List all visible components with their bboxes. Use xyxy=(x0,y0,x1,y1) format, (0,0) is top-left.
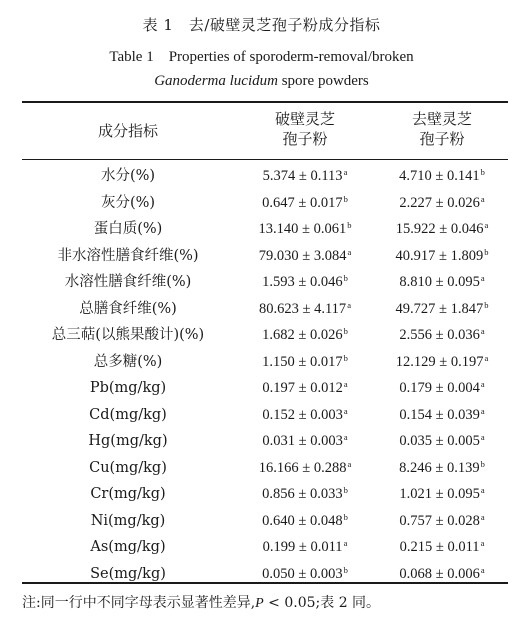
indicator-name: Cu(mg/kg) xyxy=(89,459,167,476)
indicator-name: Pb(mg/kg) xyxy=(89,380,167,396)
removal-powder-significance: a xyxy=(480,326,485,336)
removal-powder-value: 0.215 ± 0.011 xyxy=(399,539,480,555)
broken-powder-value-cell xyxy=(234,428,376,455)
broken-powder-value-cell xyxy=(234,349,376,376)
broken-powder-value-cell xyxy=(234,190,376,217)
removal-powder-value-cell xyxy=(376,216,508,243)
broken-powder-significance: b xyxy=(343,273,348,283)
removal-powder-value-cell xyxy=(376,508,508,535)
header-indicator-label: 成分指标 xyxy=(97,121,158,140)
indicator-name: As(mg/kg) xyxy=(90,539,166,555)
broken-powder-significance: b xyxy=(343,326,348,336)
header-broken-line2: 孢子粉 xyxy=(282,130,328,148)
removal-powder-significance: b xyxy=(480,167,485,177)
broken-powder-value-cell xyxy=(234,216,376,243)
removal-powder-value: 15.922 ± 0.046 xyxy=(395,221,484,237)
broken-powder-value: 1.150 ± 0.017 xyxy=(262,353,343,370)
broken-powder-value-cell xyxy=(234,243,376,270)
broken-powder-value: 80.623 ± 4.117 xyxy=(259,300,347,317)
indicator-name: Se(mg/kg) xyxy=(90,565,166,582)
indicator-name: Cr(mg/kg) xyxy=(90,486,166,502)
table-row xyxy=(22,428,508,455)
removal-powder-significance: a xyxy=(480,564,485,575)
removal-powder-value: 8.246 ± 0.139 xyxy=(399,459,480,476)
removal-powder-value: 49.727 ± 1.847 xyxy=(395,300,484,317)
broken-powder-value: 79.030 ± 3.084 xyxy=(258,247,347,264)
removal-powder-significance: a xyxy=(480,538,485,548)
table-row xyxy=(22,402,508,429)
removal-powder-value-cell xyxy=(376,349,508,376)
table-title-cn: 表 1 去/破壁灵芝孢子粉成分指标 xyxy=(142,16,381,34)
table-row xyxy=(22,481,508,508)
broken-powder-significance: a xyxy=(347,299,351,310)
table-row xyxy=(22,163,508,190)
broken-powder-value: 0.199 ± 0.011 xyxy=(262,539,343,555)
header-indicator xyxy=(22,102,234,159)
broken-powder-significance: b xyxy=(343,193,348,204)
indicator-name: 总多糖(%) xyxy=(93,353,163,370)
removal-powder-value-cell xyxy=(376,322,508,349)
broken-powder-value-cell xyxy=(234,402,376,429)
removal-powder-significance: a xyxy=(480,379,485,389)
removal-powder-significance: b xyxy=(480,458,485,469)
header-removal-powder xyxy=(376,102,508,159)
indicator-name: 蛋白质(%) xyxy=(93,221,163,237)
removal-powder-value-cell xyxy=(376,428,508,455)
indicator-name: 总三萜(以熊果酸计)(%) xyxy=(51,327,205,343)
table-row xyxy=(22,349,508,376)
table-row xyxy=(22,534,508,561)
removal-powder-significance: a xyxy=(480,511,485,522)
broken-powder-value: 0.640 ± 0.048 xyxy=(262,512,343,529)
table-row xyxy=(22,375,508,402)
removal-powder-value: 8.810 ± 0.095 xyxy=(399,274,480,290)
removal-powder-value: 0.179 ± 0.004 xyxy=(399,380,480,396)
table-row xyxy=(22,322,508,349)
table-row xyxy=(22,269,508,296)
broken-powder-value-cell xyxy=(234,534,376,561)
bottom-rule xyxy=(22,582,508,584)
broken-powder-value: 16.166 ± 0.288 xyxy=(258,459,347,476)
header-rule xyxy=(22,159,508,160)
table-title-en-line2-rest: spore powders xyxy=(277,73,369,89)
table-title-en-line1: Table 1 Properties of sporoderm-removal/broken xyxy=(109,49,414,65)
removal-powder-value-cell xyxy=(376,163,508,190)
removal-powder-significance: a xyxy=(480,432,485,442)
table-row xyxy=(22,508,508,535)
indicator-name: 水分(%) xyxy=(100,168,156,184)
indicator-name: Ni(mg/kg) xyxy=(90,512,166,529)
removal-powder-value-cell xyxy=(376,481,508,508)
table-body xyxy=(22,163,508,587)
broken-powder-value: 13.140 ± 0.061 xyxy=(258,221,347,237)
broken-powder-significance: b xyxy=(347,220,352,230)
broken-powder-value-cell xyxy=(234,322,376,349)
removal-powder-value-cell xyxy=(376,534,508,561)
table-header xyxy=(22,102,508,159)
removal-powder-value-cell xyxy=(376,375,508,402)
broken-powder-value: 0.050 ± 0.003 xyxy=(262,565,343,582)
removal-powder-value: 0.035 ± 0.005 xyxy=(399,433,480,449)
removal-powder-value: 12.129 ± 0.197 xyxy=(395,353,484,370)
header-broken-line1: 破壁灵芝 xyxy=(274,110,335,128)
broken-powder-value-cell xyxy=(234,455,376,482)
header-removal-line2: 孢子粉 xyxy=(419,130,465,148)
broken-powder-value-cell xyxy=(234,375,376,402)
note-prefix: 注:同一行中不同字母表示显著性差异, xyxy=(22,595,256,611)
removal-powder-value: 0.757 ± 0.028 xyxy=(399,512,480,529)
broken-powder-significance: a xyxy=(343,432,348,442)
removal-powder-significance: a xyxy=(480,273,485,283)
broken-powder-value: 1.682 ± 0.026 xyxy=(262,327,343,343)
removal-powder-value-cell xyxy=(376,243,508,270)
removal-powder-significance: b xyxy=(484,299,489,310)
removal-powder-value: 2.556 ± 0.036 xyxy=(399,327,480,343)
removal-powder-value: 0.068 ± 0.006 xyxy=(399,565,480,582)
removal-powder-significance: a xyxy=(484,352,489,363)
table-row xyxy=(22,216,508,243)
indicator-name: 水溶性膳食纤维(%) xyxy=(64,274,192,290)
removal-powder-value-cell xyxy=(376,296,508,323)
indicator-name: Cd(mg/kg) xyxy=(89,406,167,423)
broken-powder-value-cell xyxy=(234,508,376,535)
removal-powder-significance: a xyxy=(480,405,485,416)
indicator-name: 总膳食纤维(%) xyxy=(79,300,177,317)
note-suffix: < 0.05;表 2 同。 xyxy=(263,595,381,611)
removal-powder-value-cell xyxy=(376,402,508,429)
table-note xyxy=(22,592,512,612)
indicator-name: Hg(mg/kg) xyxy=(88,433,168,449)
broken-powder-significance: b xyxy=(343,352,348,363)
broken-powder-significance: a xyxy=(343,379,348,389)
broken-powder-value: 0.647 ± 0.017 xyxy=(262,194,343,211)
removal-powder-value: 40.917 ± 1.809 xyxy=(395,247,484,264)
indicator-name: 非水溶性膳食纤维(%) xyxy=(57,247,199,264)
broken-powder-significance: a xyxy=(347,458,352,469)
table-row xyxy=(22,296,508,323)
removal-powder-significance: a xyxy=(480,193,485,204)
species-name: Ganoderma lucidum xyxy=(154,73,278,89)
removal-powder-value-cell xyxy=(376,455,508,482)
broken-powder-significance: b xyxy=(343,485,348,495)
removal-powder-value-cell xyxy=(376,190,508,217)
removal-powder-significance: a xyxy=(484,220,489,230)
table-row xyxy=(22,190,508,217)
broken-powder-value: 0.856 ± 0.033 xyxy=(262,486,343,502)
table-title-en-line2 xyxy=(0,73,523,90)
removal-powder-value: 2.227 ± 0.026 xyxy=(399,194,480,211)
broken-powder-value: 0.031 ± 0.003 xyxy=(262,433,343,449)
broken-powder-value: 0.152 ± 0.003 xyxy=(262,406,343,423)
table-row xyxy=(22,455,508,482)
removal-powder-significance: b xyxy=(484,246,489,257)
broken-powder-significance: a xyxy=(343,538,348,548)
broken-powder-significance: b xyxy=(343,564,348,575)
broken-powder-value-cell xyxy=(234,163,376,190)
broken-powder-value-cell xyxy=(234,269,376,296)
broken-powder-significance: a xyxy=(343,405,348,416)
header-removal-line1: 去壁灵芝 xyxy=(411,110,472,128)
broken-powder-significance: a xyxy=(343,167,348,177)
removal-powder-significance: a xyxy=(480,485,485,495)
header-broken-powder xyxy=(234,102,376,159)
note-p: P xyxy=(255,596,264,611)
broken-powder-value-cell xyxy=(234,481,376,508)
indicator-name: 灰分(%) xyxy=(100,194,156,211)
removal-powder-value-cell xyxy=(376,269,508,296)
removal-powder-value: 4.710 ± 0.141 xyxy=(399,168,480,184)
removal-powder-value: 0.154 ± 0.039 xyxy=(399,406,480,423)
table-row xyxy=(22,243,508,270)
broken-powder-value: 5.374 ± 0.113 xyxy=(262,168,343,184)
broken-powder-value-cell xyxy=(234,296,376,323)
broken-powder-significance: b xyxy=(343,511,348,522)
broken-powder-value: 0.197 ± 0.012 xyxy=(262,380,343,396)
broken-powder-value: 1.593 ± 0.046 xyxy=(262,274,343,290)
broken-powder-significance: a xyxy=(347,246,352,257)
removal-powder-value: 1.021 ± 0.095 xyxy=(399,486,480,502)
